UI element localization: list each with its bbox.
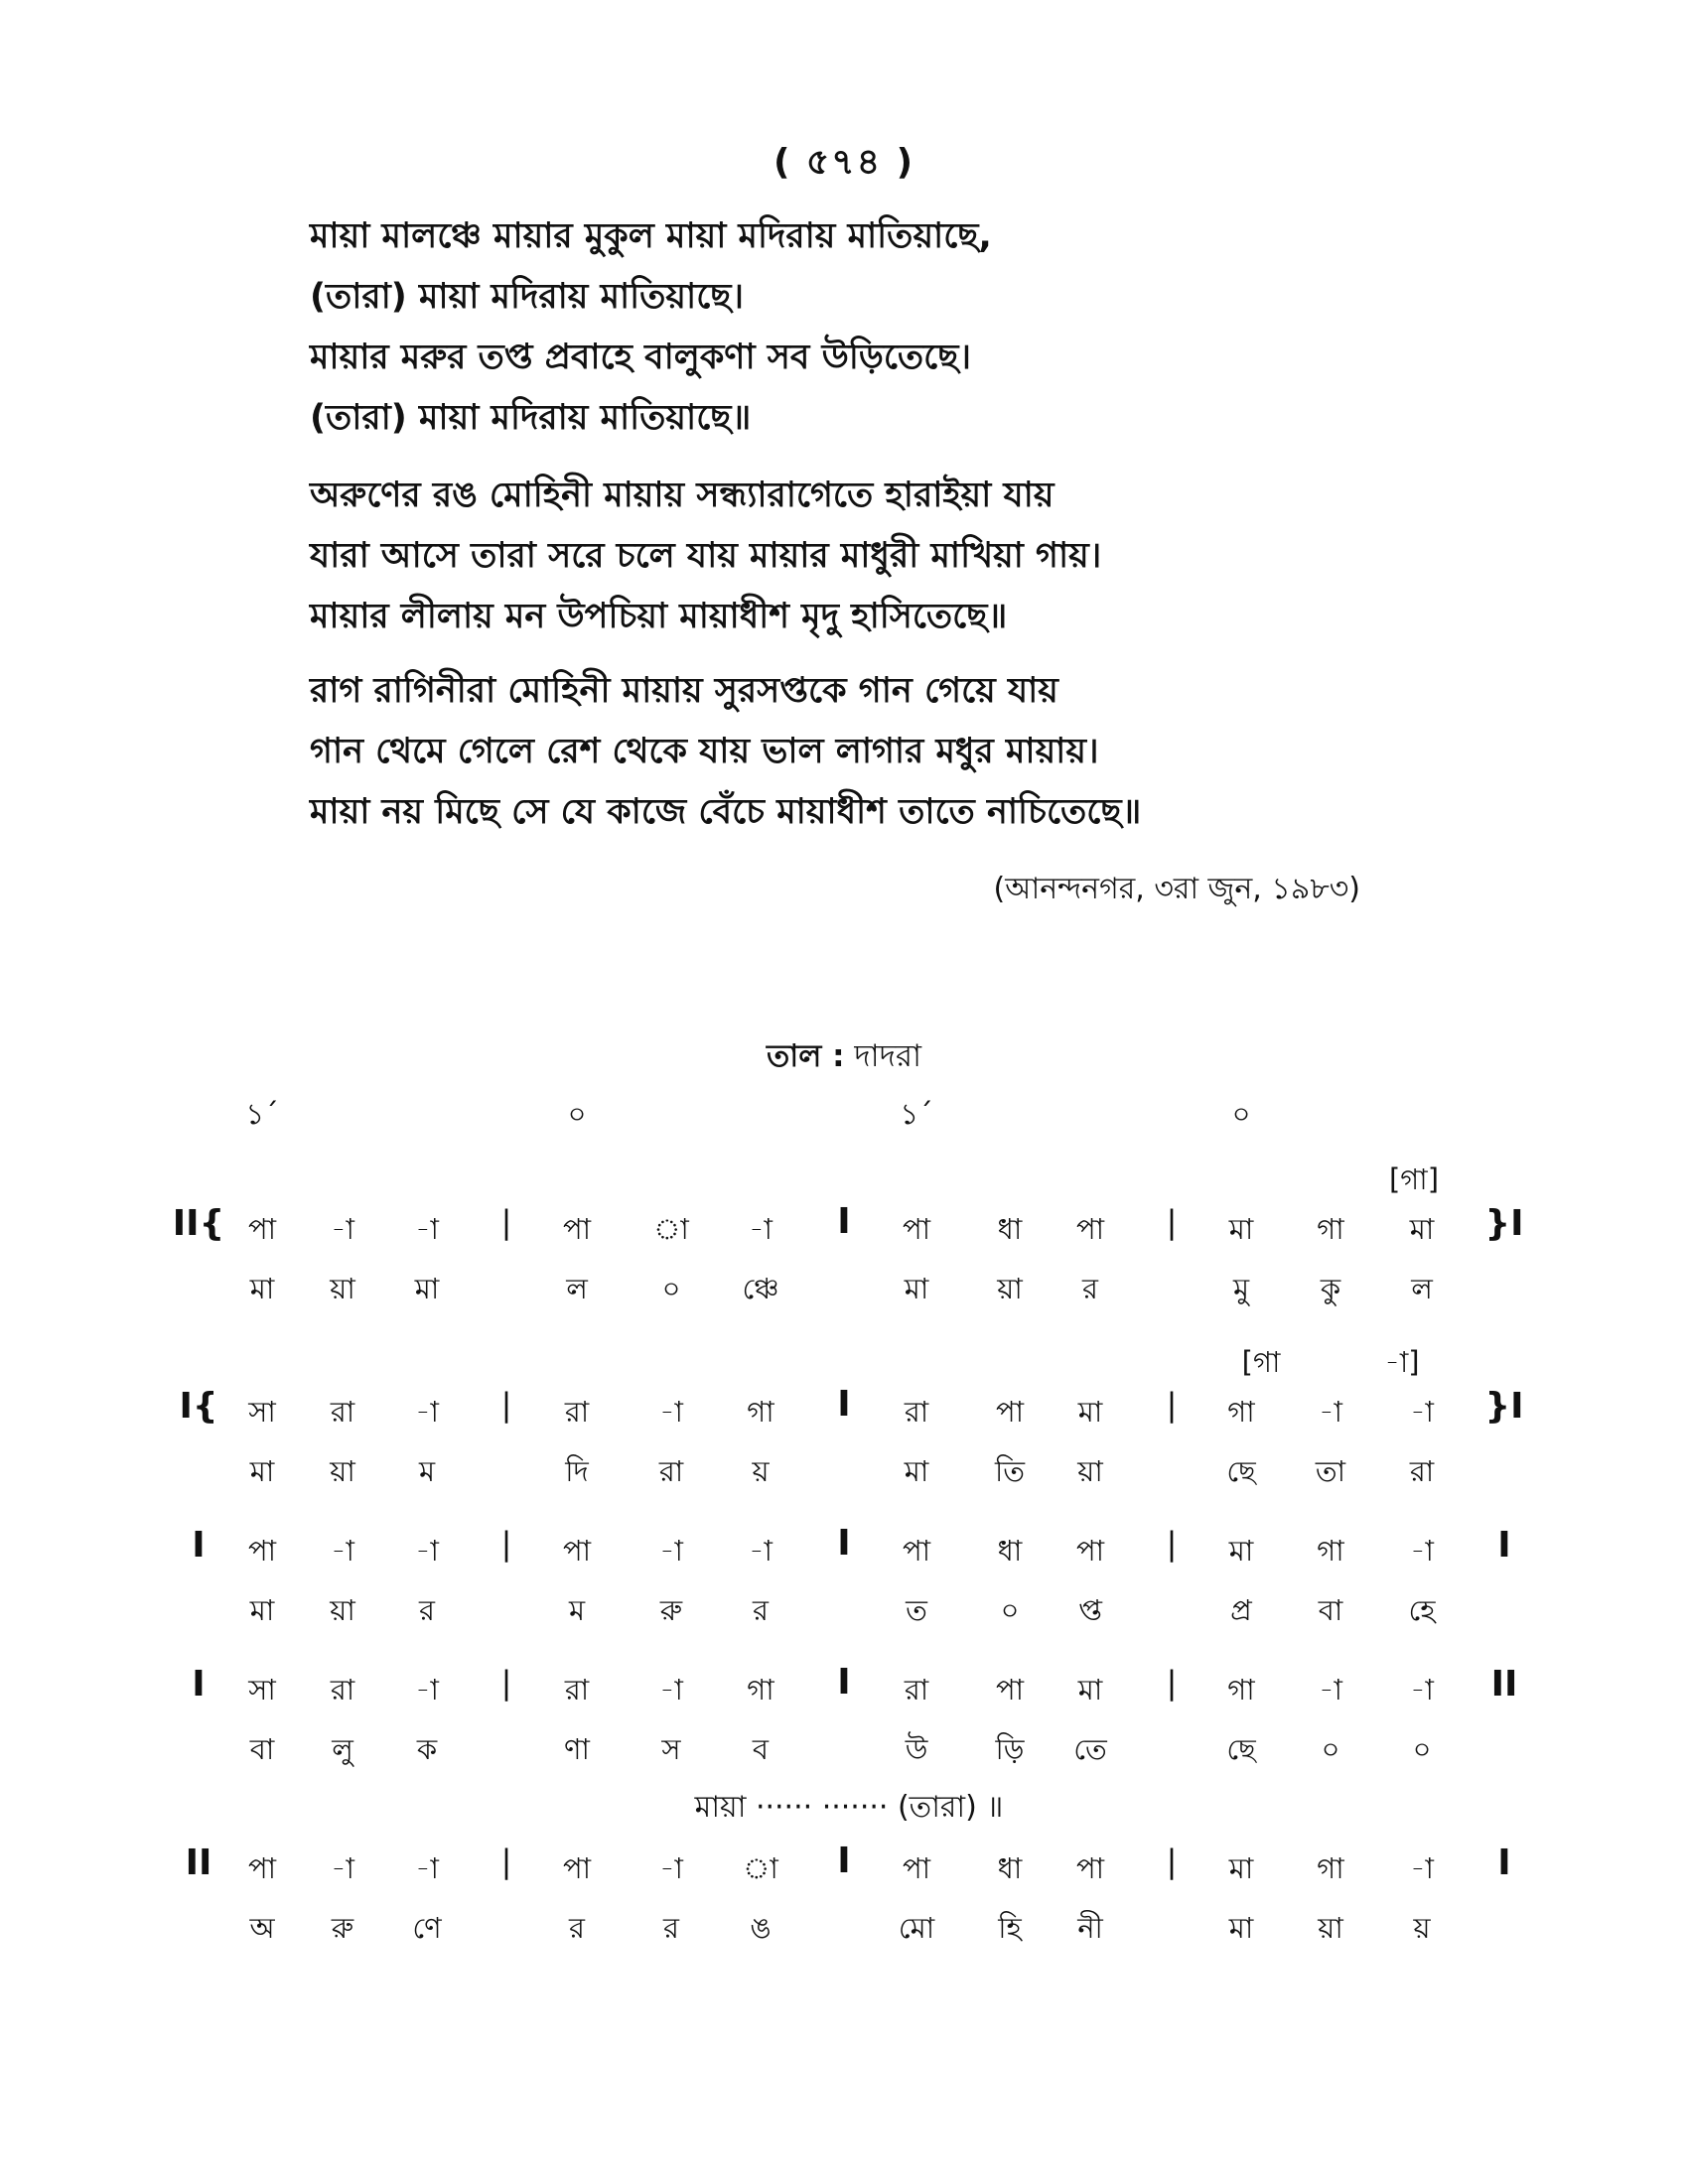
bol-syllable: বা (249, 1732, 275, 1766)
interlude-line: মায়া ······ ······· (তারা) ॥ (694, 1790, 1004, 1825)
bol-syllable: কু (1320, 1272, 1341, 1305)
bol-syllable: য়া (330, 1454, 355, 1488)
attribution: (আনন্দনগর, ৩রা জুন, ১৯৮৩) (993, 872, 1360, 906)
bol-syllable: র (569, 1911, 585, 1945)
page-number: ( ৫৭৪ ) (773, 142, 915, 183)
vibhag-bar: | (1166, 1203, 1178, 1241)
bol-syllable: রা (1409, 1454, 1435, 1488)
swar-note: পা (562, 1851, 592, 1885)
swar-note: গা (747, 1395, 774, 1429)
swar-note: পা (902, 1534, 931, 1568)
swar-note: -া (415, 1395, 439, 1429)
swar-note: ধা (997, 1534, 1023, 1568)
swar-note: গা (747, 1673, 774, 1706)
verse-line: (তারা) মায়া মদিরায় মাতিয়াছে॥ (310, 398, 752, 438)
swar-note: -া (1410, 1673, 1434, 1706)
bol-syllable: ঞ্চে (742, 1272, 779, 1305)
beat-marker: ১´ (245, 1097, 279, 1131)
swar-note: -া (331, 1851, 354, 1885)
verse-line: মায়ার লীলায় মন উপচিয়া মায়াধীশ মৃদু হাসিতেছে॥ (310, 597, 1008, 636)
bol-syllable: অ (249, 1911, 275, 1945)
row-open-marker: II (185, 1843, 212, 1883)
verse-line: মায়ার মরুর তপ্ত প্রবাহে বালুকণা সব উড়িতেছে। (310, 338, 971, 377)
bol-syllable: র (419, 1593, 435, 1627)
swar-note: -া (1410, 1534, 1434, 1568)
bol-syllable: মা (904, 1454, 929, 1488)
verse-line: অরুণের রঙ মোহিনী মায়ায় সন্ধ্যারাগেতে হারাইয়া যায় (310, 476, 1055, 515)
swar-note: পা (562, 1534, 592, 1568)
bol-syllable: ছে (1226, 1732, 1256, 1766)
row-open-marker: I{ (179, 1386, 218, 1427)
bol-syllable: প্ত (1078, 1593, 1102, 1627)
swar-note: গা (1227, 1673, 1255, 1706)
bol-syllable: মা (249, 1272, 275, 1305)
bol-syllable: য়া (997, 1272, 1023, 1305)
swar-note: মা (1409, 1212, 1435, 1246)
bol-syllable: ক (416, 1732, 438, 1766)
swar-note: মা (1228, 1534, 1254, 1568)
swar-note: -া (659, 1534, 683, 1568)
swar-note: মা (1077, 1673, 1103, 1706)
bol-syllable: র (753, 1593, 769, 1627)
verse-line: (তারা) মায়া মদিরায় মাতিয়াছে। (310, 277, 744, 317)
vibhag-bar: I (837, 1523, 851, 1564)
bol-syllable: তা (1315, 1454, 1346, 1488)
verse-line: যারা আসে তারা সরে চলে যায় মায়ার মাধুরী মাখিয়া গায়। (310, 536, 1102, 576)
swar-note: পা (1075, 1534, 1105, 1568)
bol-syllable: ড়ি (995, 1732, 1025, 1766)
verse-line: গান থেমে গেলে রেশ থেকে যায় ভাল লাগার মধুর মায়ায়। (310, 732, 1099, 771)
bol-syllable: হে (1408, 1593, 1436, 1627)
vibhag-bar: | (1166, 1843, 1178, 1880)
bol-syllable: ছে (1226, 1454, 1256, 1488)
row-open-marker: II{ (172, 1203, 225, 1244)
bol-syllable: য়া (1318, 1911, 1343, 1945)
kan-swar-label: -া] (1384, 1345, 1420, 1379)
row-close-marker: II (1490, 1664, 1518, 1705)
swar-note: পা (1075, 1851, 1105, 1885)
row-close-marker: I (1497, 1525, 1511, 1566)
bol-syllable: ব (752, 1732, 770, 1766)
vibhag-bar: | (500, 1525, 512, 1563)
bol-syllable: লু (332, 1732, 353, 1766)
bol-syllable: ণে (412, 1911, 442, 1945)
bol-syllable: ত (906, 1593, 927, 1627)
bol-syllable: নী (1077, 1911, 1103, 1945)
bol-syllable: মা (414, 1272, 440, 1305)
beat-marker: ১´ (900, 1097, 933, 1131)
bol-syllable: উ (905, 1732, 928, 1766)
swar-note: া (743, 1851, 778, 1885)
bol-syllable: প্র (1230, 1593, 1252, 1627)
bol-syllable: য়া (330, 1593, 355, 1627)
swar-note: ধা (997, 1851, 1023, 1885)
swar-note: -া (331, 1212, 354, 1246)
swar-note: রা (564, 1673, 590, 1706)
swar-note: রা (330, 1395, 355, 1429)
bol-syllable: ০ (1321, 1732, 1340, 1766)
swar-note: পা (1075, 1212, 1105, 1246)
swar-note: পা (247, 1851, 277, 1885)
bol-syllable: রা (658, 1454, 684, 1488)
taal-label: তাল : (766, 1038, 845, 1074)
swar-note: -া (659, 1673, 683, 1706)
vibhag-bar: | (500, 1843, 512, 1880)
bol-syllable: মা (249, 1593, 275, 1627)
swar-note: মা (1077, 1395, 1103, 1429)
bol-syllable: র (1082, 1272, 1098, 1305)
beat-marker: ০ (1231, 1097, 1251, 1131)
swar-note: -া (749, 1534, 773, 1568)
swar-note: -া (415, 1851, 439, 1885)
vibhag-bar: | (1166, 1525, 1178, 1563)
bol-syllable: বা (1318, 1593, 1343, 1627)
bol-syllable: ০ (1412, 1732, 1432, 1766)
swar-note: মা (1228, 1851, 1254, 1885)
swar-note: পা (902, 1212, 931, 1246)
row-close-marker: I (1497, 1843, 1511, 1883)
swar-note: রা (564, 1395, 590, 1429)
swar-note: া (653, 1212, 689, 1246)
swar-note: গা (1317, 1212, 1344, 1246)
swar-note: গা (1227, 1395, 1255, 1429)
swar-note: সা (248, 1395, 276, 1429)
bol-syllable: ০ (1000, 1593, 1020, 1627)
row-close-marker: }I (1484, 1203, 1524, 1244)
bol-syllable: ণা (564, 1732, 590, 1766)
bol-syllable: রু (659, 1593, 683, 1627)
bol-syllable: র (663, 1911, 679, 1945)
swar-note: -া (749, 1212, 773, 1246)
bol-syllable: ০ (661, 1272, 681, 1305)
swar-note: -া (1410, 1395, 1434, 1429)
swar-note: রা (904, 1395, 929, 1429)
bol-syllable: ম (568, 1593, 586, 1627)
kan-swar-label: [গা (1241, 1345, 1281, 1379)
kan-swar-label: [গা] (1388, 1162, 1440, 1196)
bol-syllable: মা (904, 1272, 929, 1305)
swar-note: পা (562, 1212, 592, 1246)
swar-note: গা (1317, 1851, 1344, 1885)
stanza-3 (310, 661, 1452, 843)
bol-syllable: মো (898, 1911, 935, 1945)
bol-syllable: হি (998, 1911, 1022, 1945)
vibhag-bar: I (837, 1662, 851, 1703)
vibhag-bar: I (837, 1841, 851, 1881)
swar-note: -া (1319, 1673, 1342, 1706)
bol-syllable: দি (565, 1454, 589, 1488)
bol-syllable: স (661, 1732, 681, 1766)
vibhag-bar: | (500, 1386, 512, 1424)
bol-syllable: মা (1228, 1911, 1254, 1945)
taal-heading (0, 1032, 1688, 1084)
vibhag-bar: | (1166, 1386, 1178, 1424)
swar-note: রা (330, 1673, 355, 1706)
bol-syllable: য়া (1077, 1454, 1103, 1488)
verse-line: মায়া মালঞ্চে মায়ার মুকুল মায়া মদিরায় মাতিয়াছে, (310, 216, 992, 256)
swar-note: ধা (997, 1212, 1023, 1246)
beat-marker: ০ (567, 1097, 587, 1131)
vibhag-bar: | (500, 1664, 512, 1702)
row-open-marker: I (192, 1664, 206, 1705)
swar-note: রা (904, 1673, 929, 1706)
verse-line: মায়া নয় মিছে সে যে কাজে বেঁচে মায়াধীশ তাতে নাচিতেছে॥ (310, 792, 1142, 832)
bol-syllable: মু (1232, 1272, 1250, 1305)
swar-note: পা (247, 1212, 277, 1246)
swar-note: -া (659, 1851, 683, 1885)
swar-note: -া (415, 1673, 439, 1706)
swar-note: মা (1228, 1212, 1254, 1246)
swar-note: সা (248, 1673, 276, 1706)
bol-syllable: য় (752, 1454, 770, 1488)
row-close-marker: }I (1484, 1386, 1524, 1427)
bol-syllable: য় (1413, 1911, 1431, 1945)
swar-note: পা (247, 1534, 277, 1568)
swar-note: গা (1317, 1534, 1344, 1568)
bol-syllable: ল (566, 1272, 588, 1305)
bol-syllable: মা (249, 1454, 275, 1488)
bol-syllable: তি (994, 1454, 1026, 1488)
vibhag-bar: | (1166, 1664, 1178, 1702)
bol-syllable: ঙ (750, 1911, 772, 1945)
bol-syllable: রু (331, 1911, 354, 1945)
swar-note: পা (902, 1851, 931, 1885)
swar-note: -া (415, 1212, 439, 1246)
swar-note: -া (659, 1395, 683, 1429)
swar-note: -া (415, 1534, 439, 1568)
vibhag-bar: I (837, 1201, 851, 1242)
vibhag-bar: I (837, 1384, 851, 1425)
swar-note: -া (331, 1534, 354, 1568)
swar-note: -া (1319, 1395, 1342, 1429)
stanza-1 (310, 206, 1452, 449)
verse-line: রাগ রাগিনীরা মোহিনী মায়ায় সুরসপ্তকে গান গেয়ে যায় (310, 671, 1058, 711)
notation-grid (169, 1082, 1529, 1976)
stanza-2 (310, 466, 1452, 647)
vibhag-bar: | (500, 1203, 512, 1241)
bol-syllable: তে (1073, 1732, 1107, 1766)
swar-note: পা (995, 1673, 1025, 1706)
bol-syllable: ল (1411, 1272, 1433, 1305)
swar-note: পা (995, 1395, 1025, 1429)
swar-note: -া (1410, 1851, 1434, 1885)
row-open-marker: I (192, 1525, 206, 1566)
bol-syllable: য়া (330, 1272, 355, 1305)
bol-syllable: ম (418, 1454, 436, 1488)
taal-name: দাদরা (854, 1038, 921, 1074)
